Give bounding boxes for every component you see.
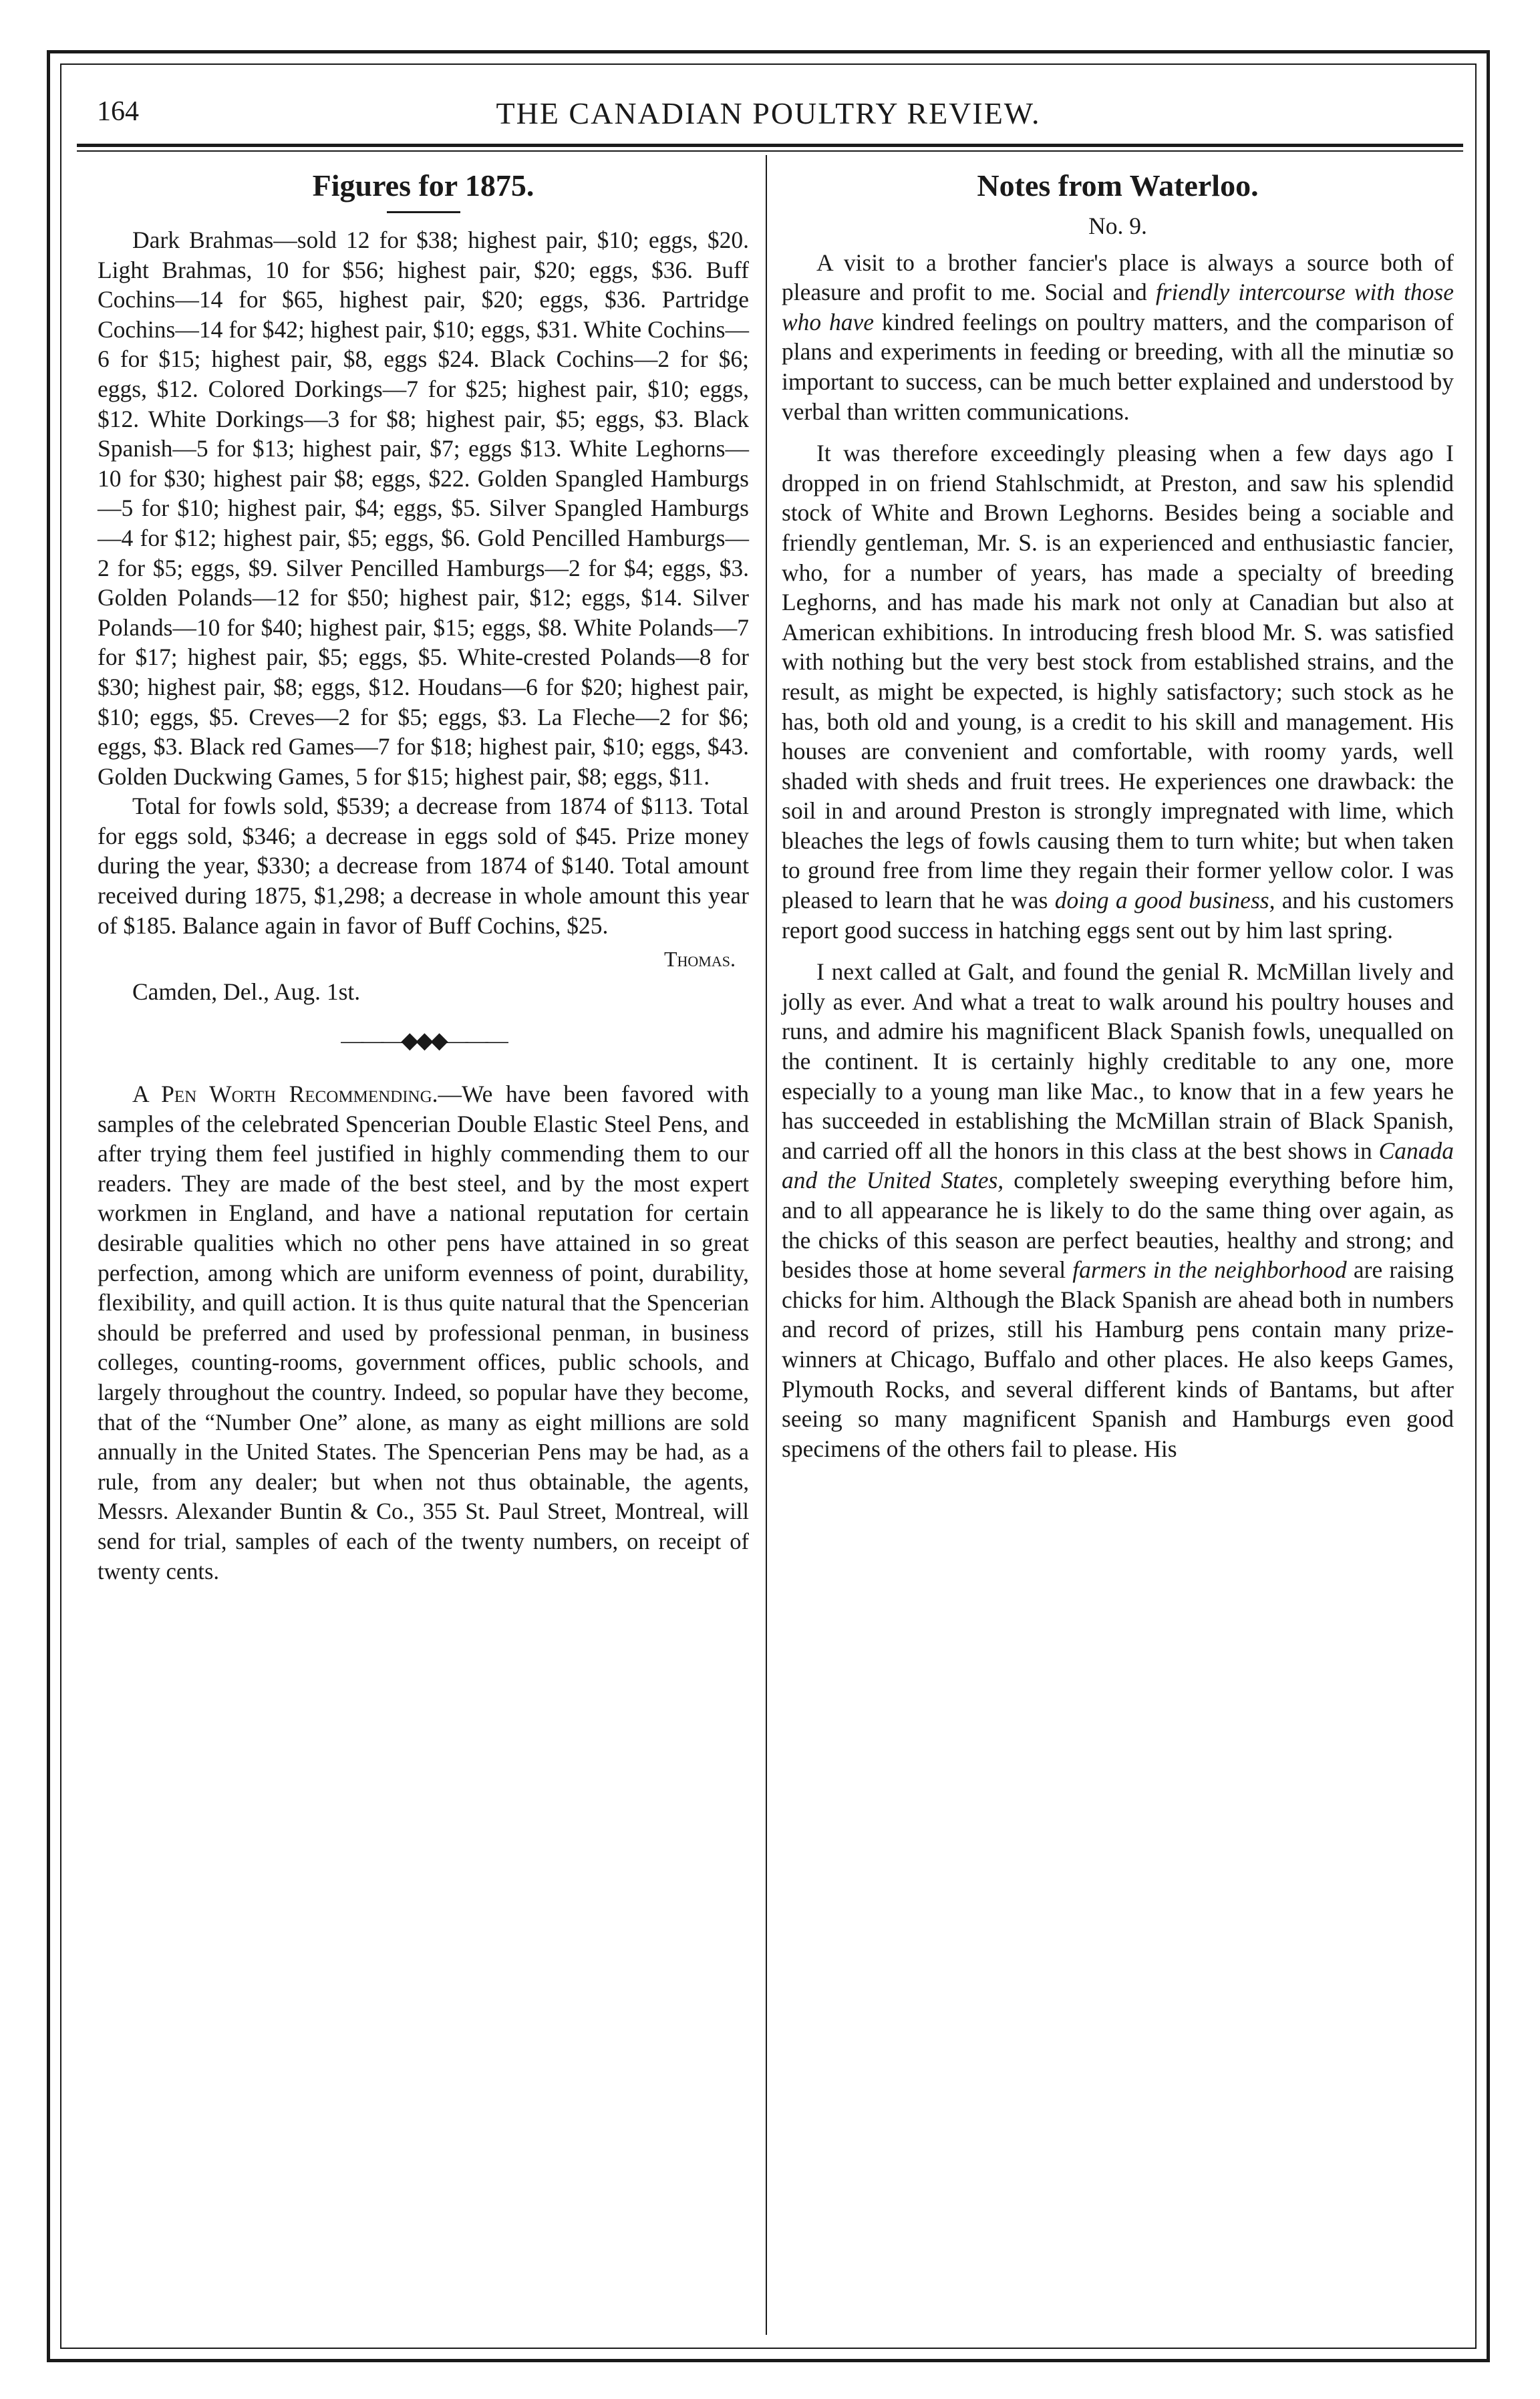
- article-title-figures: Figures for 1875.: [312, 168, 534, 202]
- article-number: No. 9.: [1088, 213, 1147, 239]
- article-title-waterloo: Notes from Waterloo.: [977, 168, 1259, 202]
- place-dateline: Camden, Del., Aug. 1st.: [132, 978, 361, 1005]
- journal-title: THE CANADIAN POULTRY REVIEW.: [496, 96, 1041, 130]
- waterloo-paragraph-1: [782, 248, 1454, 427]
- waterloo-paragraph-2: [782, 438, 1454, 945]
- pen-article-intro: [98, 1079, 749, 1586]
- paragraph-gap: [782, 945, 1454, 957]
- para2-italic: doing a good business,: [1054, 887, 1275, 914]
- figures-paragraph: Dark Brahmas—sold 12 for $38; highest pair, $10; eggs, $20. Light Brahmas, 10 for $56; highest pair, $20; eggs, $36. Buff Cochins—14 for $65, highest pair, $20; eggs, $36. Partridge Cochins—14 for $42; highest pair, $10; eggs, $31. White Cochins—6 for $15; highest pair, $8, eggs $24. Black Cochins—2 for $6; eggs, $12. Colored Dorkings—7 for $25; highest pair, $10; eggs, $12. White Dorkings—3 for $8; highest pair, $5; eggs, $3. Black Spanish—5 for $13; highest pair, $7; eggs $13. White Leghorns—10 for $30; highest pair $8; eggs, $22. Golden Spangled Hamburgs—5 for $10; highest pair, $4; eggs, $5. Silver Spangled Hamburgs—4 for $12; highest pair, $5; eggs, $6. Gold Pencilled Hamburgs—2 for $5; eggs, $9. Silver Pencilled Hamburgs—2 for $4; eggs, $3. Golden Polands—12 for $50; highest pair, $12; eggs, $14. Silver Polands—10 for $40; highest pair, $15; eggs, $8. White Polands—7 for $17; highest pair, $5; eggs, $5. White-crested Polands—8 for $30; highest pair, $8; eggs, $12. Houdans—6 for $20; highest pair, $10; eggs, $5. Creves—2 for $5; eggs, $3. La Fleche—2 for $6; eggs, $3. Black red Games—7 for $18; highest pair, $10; eggs, $43. Golden Duckwing Games, 5 for $15; highest pair, $8; eggs, $11.: [98, 227, 749, 790]
- totals-paragraph: Total for fowls sold, $539; a decrease from 1874 of $113. Total for eggs sold, $346; a decrease in eggs sold of $45. Prize money during the year, $330; a decrease from 1874 of $140. Total amount received during 1875, $1,298; a decrease in whole amount this year of $185. Balance again in favor of Buff Cochins, $25.: [98, 793, 749, 939]
- para3-italic-1: Canada and the United States,: [782, 1137, 1454, 1194]
- signature: Thomas.: [663, 947, 736, 972]
- pen-article-lead: A Pen Worth Recommending.: [132, 1081, 438, 1108]
- title-rule: [387, 211, 460, 213]
- header-rule: [77, 144, 1463, 147]
- waterloo-paragraph-3: [782, 957, 1454, 1463]
- para1-text-b: kindred feelings on poultry matters, and the comparison of plans and experiments in feeding or breeding, with all the minutiæ so important to success, can be much better explained and understood by verbal than written communications.: [782, 308, 1454, 425]
- para3-text-b: completely sweeping everything before him, and to all appearance he is likely to do the same thing over again, as the chicks of this season are perfect beauties, healthy and strong; and besides those at home several: [782, 1167, 1454, 1284]
- header-rule-thin: [77, 150, 1463, 152]
- right-column: [782, 167, 1454, 1463]
- para3-text-c: are raising chicks for him. Although the Black Spanish are ahead both in numbers and record of prizes, still his Hamburg pens contain many prize-winners at Chicago, Buffalo and other places. He also keeps Games, Plymouth Rocks, and several different kinds of Bantams, but after seeing so many magnificent Spanish and Hamburgs even good specimens of the others fail to please. His: [782, 1256, 1454, 1462]
- page-number: 164: [97, 96, 139, 127]
- para1-text-a: A visit to a brother fancier's place is always a source both of pleasure and profit to me. Social and: [782, 249, 1454, 306]
- column-divider: [766, 155, 767, 2335]
- para3-text-a: I next called at Galt, and found the genial R. McMillan lively and jolly as ever. And what a treat to walk around his poultry houses and runs, and admire his magnificent Black Spanish fowls, unequalled on the continent. It is certainly highly creditable to any one, more especially to a young man like Mac., to know that in a few years he has succeeded in establishing the McMillan strain of Black Spanish, and carried off all the honors in this class at the best shows in: [782, 958, 1454, 1164]
- pen-article-text-small: It is thus quite natural that the Spencerian should be preferred and used by professional penman, in business colleges, counting-rooms, government offices, public schools, and largely throughout the country. Indeed, so popular have they become, that of the “Number One” alone, as many as eight millions are sold annually in the United States. The Spencerian Pens may be had, as a rule, from any dealer; but when not thus obtainable, the agents, Messrs. Alexander Buntin & Co., 355 St. Paul Street, Montreal, will send for trial, samples of each of the twenty numbers, on receipt of twenty cents.: [98, 1290, 750, 1584]
- pen-article-text: —We have been favored with samples of the celebrated Spencerian Double Elastic Steel Pens, and after trying them feel justified in highly commending them to our readers. They are made of the best steel, and by the most expert workmen in England, and have a national reputation for certain desirable qualities which no other pens have attained in so great perfection, among which are uniform evenness of point, durability, flexibility, and quill action.: [98, 1081, 750, 1316]
- section-ornament: ———◆◆◆———: [341, 1028, 506, 1054]
- para2-text-a: It was therefore exceedingly pleasing when a few days ago I dropped in on friend Stahlschmidt, at Preston, and saw his splendid stock of White and Brown Leghorns. Besides being a sociable and friendly gentleman, Mr. S. is an experienced and enthusiastic fancier, who, for a number of years, has made a specialty of breeding Leghorns, and has made his mark not only at Canadian but also at American exhibitions. In introducing fresh blood Mr. S. was satisfied with nothing but the very best stock from established strains, and the result, as might be expected, is highly satisfactory; such stock as he has, both old and young, is a credit to his skill and management. His houses are convenient and comfortable, with roomy yards, well shaded with sheds and fruit trees. He experiences one drawback: the soil in and around Preston is strongly impregnated with lime, which bleaches the legs of fowls causing them to turn white; but when taken to ground free from lime they regain their former yellow color. I was pleased to learn that he was: [782, 440, 1454, 914]
- running-head: [84, 90, 1453, 137]
- para1-italic: friendly intercourse with those who have: [782, 279, 1454, 335]
- para2-text-b: and his customers report good success in hatching eggs sent out by him last spring.: [782, 887, 1454, 944]
- para3-italic-2: farmers in the neighborhood: [1072, 1256, 1347, 1284]
- paragraph-gap: [782, 426, 1454, 438]
- left-column: [98, 167, 749, 1586]
